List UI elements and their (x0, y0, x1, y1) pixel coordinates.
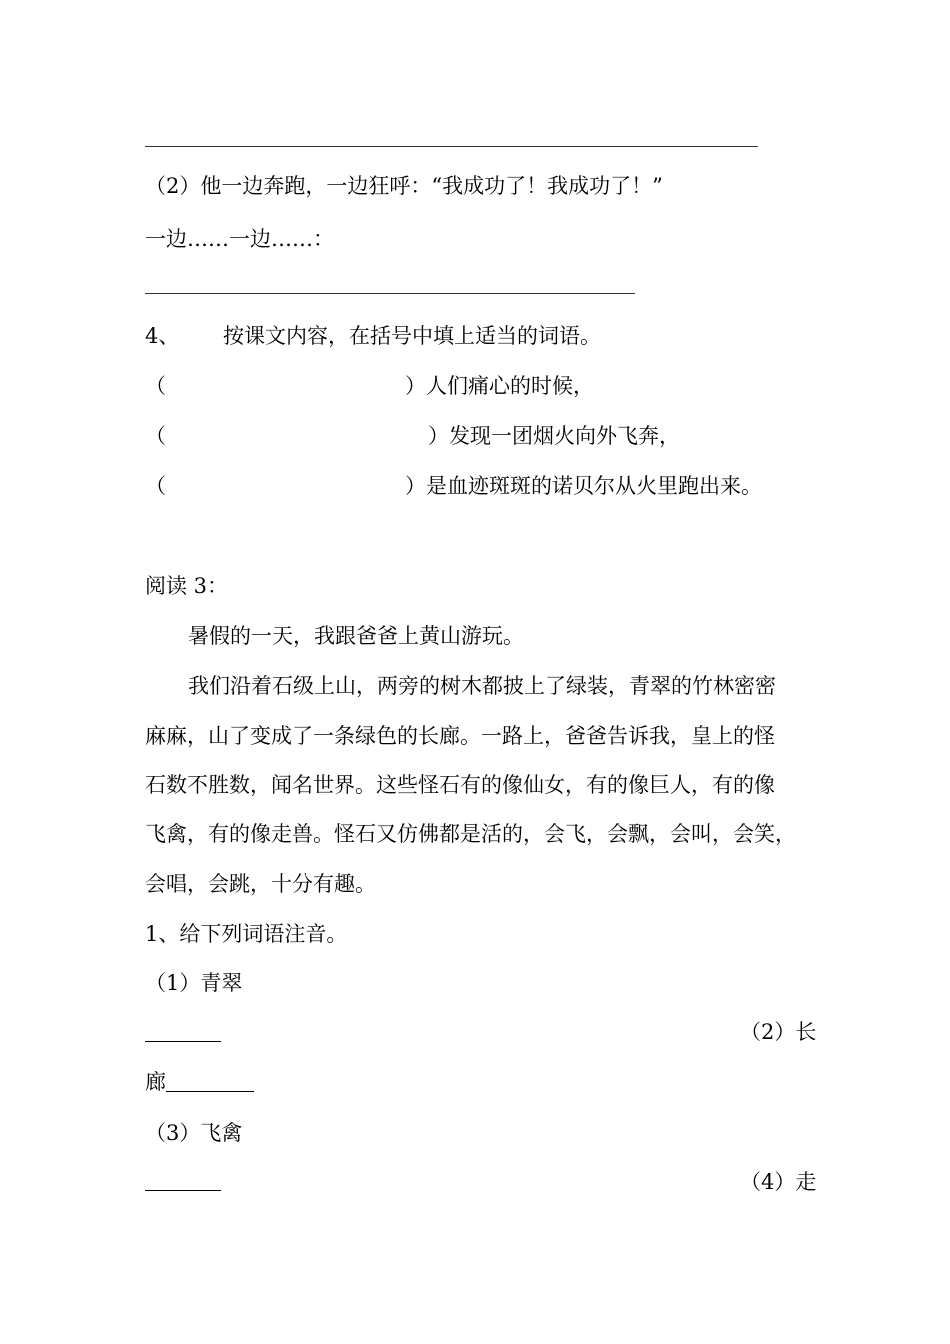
word-item: （4）走 (740, 1170, 817, 1194)
reading-title: 阅读 3： (145, 574, 229, 598)
fill-open-paren: （ (145, 424, 166, 448)
fill-sentence: ）是血迹斑斑的诺贝尔从火里跑出来。 (405, 474, 762, 498)
word-item: 廊 (145, 1070, 166, 1094)
answer-line (145, 146, 758, 147)
reading-line: 会唱，会跳，十分有趣。 (145, 872, 376, 896)
answer-line (145, 293, 635, 294)
fill-sentence: ）人们痛心的时候， (405, 374, 594, 398)
question-number: 4、 (145, 324, 180, 348)
blank-line (145, 1041, 221, 1042)
blank-line (145, 1190, 221, 1191)
reading-line: 麻麻，山了变成了一条绿色的长廊。一路上，爸爸告诉我，皇上的怪 (145, 724, 775, 748)
fill-open-paren: （ (145, 474, 166, 498)
reading-paragraph: 暑假的一天，我跟爸爸上黄山游玩。 (188, 624, 524, 648)
blank-line (166, 1091, 254, 1092)
fill-sentence: ）发现一团烟火向外飞奔， (428, 424, 680, 448)
word-item: （1）青翠 (145, 971, 243, 995)
reading-line: 石数不胜数，闻名世界。这些怪石有的像仙女，有的像巨人，有的像 (145, 773, 775, 797)
q2-sentence: （2）他一边奔跑，一边狂呼：“我成功了！我成功了！” (145, 174, 663, 198)
pattern-label: 一边……一边……： (145, 227, 334, 251)
word-item: （3）飞禽 (145, 1121, 243, 1145)
reading-line: 我们沿着石级上山，两旁的树木都披上了绿装，青翠的竹林密密 (188, 674, 776, 698)
question-title: 1、给下列词语注音。 (145, 922, 348, 946)
question-instruction: 按课文内容，在括号中填上适当的词语。 (223, 324, 601, 348)
reading-line: 飞禽，有的像走兽。怪石又仿佛都是活的，会飞，会飘，会叫，会笑， (145, 822, 796, 846)
fill-open-paren: （ (145, 374, 166, 398)
word-item: （2）长 (740, 1020, 817, 1044)
